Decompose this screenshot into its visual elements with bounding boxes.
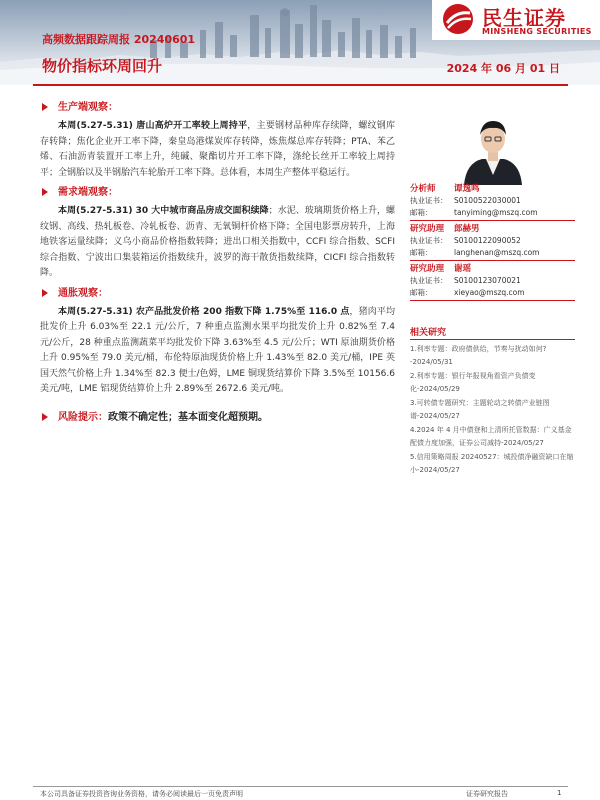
report-title: 物价指标环周回升 bbox=[42, 57, 163, 75]
analyst-email-row: 邮箱： tanyiming@mszq.com bbox=[410, 208, 538, 217]
brand-name-en: MINSHENG SECURITIES bbox=[482, 27, 592, 36]
related-research-item[interactable]: 5.信用策略周报 20240527：城投债净融资缺口在缩小-2024/05/27 bbox=[410, 453, 574, 474]
analyst-photo bbox=[458, 105, 528, 185]
related-research-item[interactable]: 3.可转债专题研究：主题轮动之转债产业链图谱-2024/05/27 bbox=[410, 399, 550, 420]
footer-divider bbox=[33, 786, 568, 787]
minsheng-logo-icon bbox=[440, 3, 476, 35]
related-research-item[interactable]: 1.利率专题：政府债供给，节奏与扰动如何? -2024/05/31 bbox=[410, 345, 547, 366]
analyst-sidebar bbox=[410, 183, 575, 478]
analyst-cert-row: 执业证书： S0100123070021 bbox=[410, 276, 521, 285]
analyst-cert-row: 执业证书： S0100122090052 bbox=[410, 236, 521, 245]
footer-doc-type: 证券研究报告 bbox=[466, 790, 508, 798]
related-research-title: 相关研究 bbox=[410, 328, 447, 338]
report-date: 2024 年 06 月 01 日 bbox=[446, 62, 560, 75]
triangle-bullet-icon bbox=[42, 413, 48, 421]
risk-warning: 风险提示：政策不确定性；基本面变化超预期。 bbox=[40, 410, 395, 426]
analyst-role-row: 分析师 谭逸鸣 bbox=[410, 184, 480, 194]
analyst-email-row: 邮箱： langhenan@mszq.com bbox=[410, 248, 540, 257]
footer-disclaimer: 本公司具备证券投资咨询业务资格，请务必阅读最后一页免责声明 bbox=[40, 790, 243, 798]
analyst-divider bbox=[410, 220, 575, 221]
section-body-demand: 本周(5.27-5.31) 30 大中城市商品房成交面积续降；水泥、玻璃期货价格上升，螺纹钢、高线、热轧板卷、冷轧板卷、沥青、无氧铜杆价格下降；全国电影票房转升，上海地铁客运量续降；义乌小商品价格指数转降；进出口相关指数中，CCFI 综合指数、SCFI 综合指数、宁波出口集装箱运价指数续升，波罗的海干散货指数续降，CICFI 综合指数转降。 bbox=[40, 206, 395, 278]
section-heading-production: 生产端观察： bbox=[40, 100, 395, 116]
header-divider bbox=[33, 84, 568, 86]
section-body-inflation: 本周(5.27-5.31) 农产品批发价格 200 指数下降 1.75%至 116.0 点，猪肉平均批发价上升 6.03%至 22.1 元/公斤，7 种重点监测水果平均批发价上升 0.82%至 7.4 元/公斤，28 种重点监测蔬菜平均批发价下降 3.63%至 4.5 元/公斤；WTI 原油期货价格上升 0.95%至 79.0 美元/桶，布伦特原油现货价格上升 1.43%至 82.0 美元/桶，IPE 英国天然气价格上升 1.34%至 82.3 便士/色姆，LME 铜现货结算价下降 3.5%至 10156.6 美元/吨，LME 铝现货结算价上升 2.89%至 2672.6 美元/吨。 bbox=[40, 306, 395, 394]
analyst-divider bbox=[410, 260, 575, 261]
related-research-divider bbox=[410, 339, 575, 340]
analyst-cert-row: 执业证书： S0100522030001 bbox=[410, 196, 521, 205]
brand-logo bbox=[432, 0, 600, 40]
analyst-divider bbox=[410, 300, 575, 301]
triangle-bullet-icon bbox=[42, 103, 48, 111]
triangle-bullet-icon bbox=[42, 289, 48, 297]
main-content bbox=[40, 100, 395, 426]
report-series: 高频数据跟踪周报 20240601 bbox=[42, 33, 196, 46]
section-body-production: 本周(5.27-5.31) 唐山高炉开工率较上周持平，主要钢材品种库存续降，螺纹钢库存转降；焦化企业开工率下降，秦皇岛港煤炭库存转降，炼焦煤总库存转降；PTA、苯乙烯、石油沥青装置开工率上升，纯碱、聚酯切片开工率下降，涤纶长丝开工率较上周持平；全钢胎以及半钢胎汽车轮胎开工率下降。总体看，本周生产整体平稳运行。 bbox=[40, 121, 395, 178]
related-research-item[interactable]: 2.利率专题：银行年报视角看资产负债变化-2024/05/29 bbox=[410, 372, 536, 393]
section-heading-demand: 需求端观察： bbox=[40, 185, 395, 201]
related-research-item[interactable]: 4.2024 年 4 月中债登和上清所托管数据：广义基金配债力度加强，证券公司减持-2024/05/27 bbox=[410, 426, 572, 447]
section-heading-inflation: 通胀观察： bbox=[40, 286, 395, 302]
brand-name-cn: 民生证券 bbox=[482, 6, 566, 30]
page-number: 1 bbox=[557, 789, 562, 797]
analyst-role-row: 研究助理 郎赫男 bbox=[410, 224, 480, 234]
analyst-email-row: 邮箱： xieyao@mszq.com bbox=[410, 288, 525, 297]
triangle-bullet-icon bbox=[42, 188, 48, 196]
analyst-role-row: 研究助理 谢瑶 bbox=[410, 264, 472, 274]
